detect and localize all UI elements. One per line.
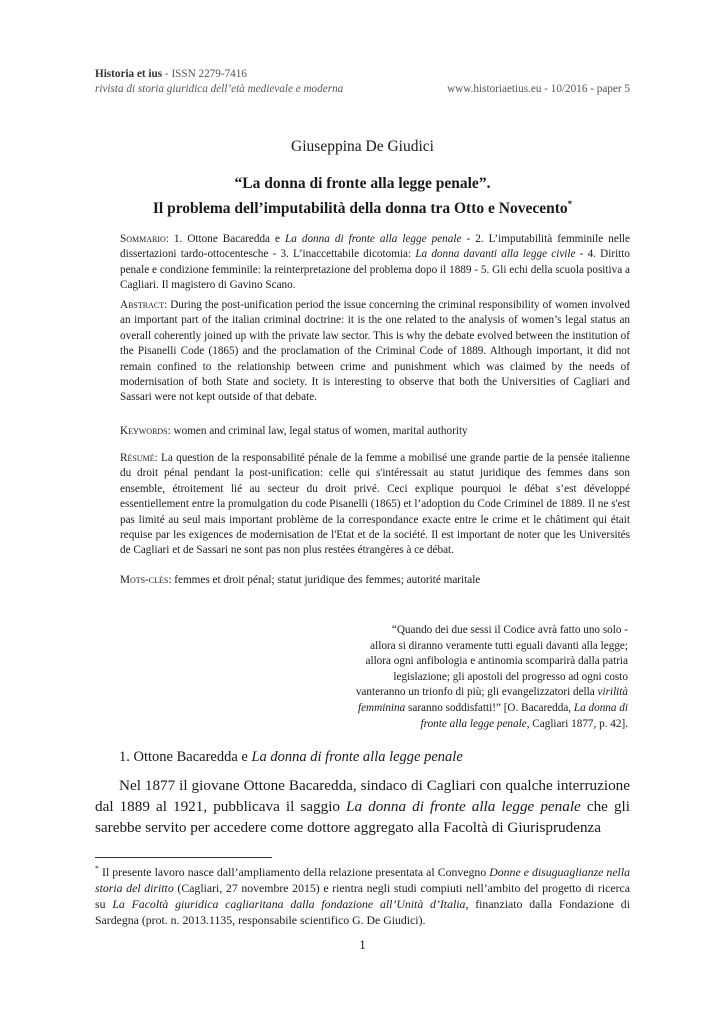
resume-paragraph (120, 451, 630, 559)
epigraph-quote (345, 623, 628, 732)
section-heading (119, 749, 629, 766)
issn: - ISSN 2279-7416 (162, 68, 247, 80)
title-footnote-mark: * (567, 199, 573, 209)
resume-label: Résumé (120, 452, 155, 464)
keywords-paragraph (120, 424, 630, 439)
footnote-text-2: (Cagliari, 27 novembre 2015) e rientra negli studi compiuti nell’ambito del progetto di ricerca su (95, 880, 631, 911)
sommario-italic-2: La donna davanti alla legge civile (415, 248, 576, 261)
keywords-text: : women and criminal law, legal status of women, marital authority (167, 425, 468, 437)
sommario-text-3: - 4. Diritto penale e condizione femminile: la reinterpretazione del problema dopo il 1889 - 5. Gli echi della scuola positiva a Cagliari. Il magistero di Gavino Scano. (120, 248, 630, 292)
abstract-label: Abstract (120, 299, 165, 311)
section-heading-text: 1. Ottone Bacaredda e (119, 749, 252, 765)
keywords-label: Keywords (120, 425, 168, 437)
epigraph-line-7: , Cagliari 1877, p. 42]. (526, 717, 628, 730)
motscles-paragraph (120, 573, 630, 588)
sommario-text-1: : 1. Ottone Bacaredda e (165, 233, 286, 245)
paper-title (95, 174, 630, 219)
sommario-text-2: - 2. L’imputabilità femminile nelle dissertazioni tardo-ottocentesche - 3. L’inaccettabile dicotomia: (120, 233, 630, 261)
footnote-divider (95, 857, 272, 858)
sommario-label: Sommario (120, 233, 166, 245)
title-line-1: “La donna di fronte alla legge penale”. (234, 175, 491, 192)
epigraph-line-4: legislazione; gli apostoli del progresso ad ogni costo (393, 670, 628, 683)
epigraph-italic-4: fronte alla legge penale (420, 717, 527, 730)
journal-name: Historia et ius (95, 68, 163, 80)
body-text-1: Nel 1877 il giovane Ottone Bacaredda, sindaco di Cagliari con qualche interruzione dal 1889 al 1921, pubblicava il saggio (95, 777, 630, 815)
epigraph-italic-2: femminina (357, 701, 406, 714)
sommario-italic-1: La donna di fronte alla legge penale (285, 233, 462, 245)
epigraph-line-2: allora si diranno veramente tutti eguali davanti alla legge; (370, 639, 628, 652)
author-name: Giuseppina De Giudici (291, 138, 434, 155)
footnote-italic-1: Donne e disuguaglianze nella storia del diritto (95, 864, 631, 895)
footnote-mark: * (95, 864, 99, 873)
journal-site: www.historiaetius.eu - 10/2016 - paper 5 (447, 83, 630, 95)
abstract-paragraph (120, 298, 630, 406)
motscles-text: : femmes et droit pénal; statut juridique des femmes; autorité maritale (168, 574, 481, 586)
footnote-italic-2: La Facoltà giuridica cagliaritana dalla fondazione all’Unità d’Italia (112, 896, 466, 911)
body-italic-1: La donna di fronte alla legge penale (346, 798, 581, 815)
running-header (95, 67, 630, 97)
epigraph-line-1: “Quando dei due sessi il Codice avrà fatto uno solo - (391, 624, 628, 636)
body-text-2: che gli sarebbe servito per accedere come dottore aggregato alla Facoltà di Giurisprudenza (95, 798, 630, 836)
resume-text: : La question de la responsabilité pénale de la femme a mobilisé une grande partie de la pensée italienne du droit pénal pendant la post-unification: celle qui s'intéressait au statut juridique des femmes dans son ensemble, étroitement lié au secteur du droit privé. Ceci explique pourquoi le débat s’est développé essentiellement entre la promulgation du code Pisanelli (1865) et l’adoption du Code Criminel de 1889. Il ne s'est pas limité au seul mais important problème de la correspondance exacte entre le crime et le châtiment qui était requise par les exigences de modernisation de l'Etat et de la société. Il est important de noter que les Universités de Cagliari et de Sassari ne sont pas non plus restées étrangères à ce débat. (120, 452, 630, 557)
footnote-text-1: Il presente lavoro nasce dall’ampliamento della relazione presentata al Convegno (99, 864, 490, 879)
epigraph-italic-3: La donna di (573, 701, 628, 714)
journal-subtitle: rivista di storia giuridica dell’età medievale e moderna (95, 83, 344, 95)
footnote (95, 861, 630, 928)
title-line-2: Il problema dell’imputabilità della donna tra Otto e Novecento (152, 200, 568, 218)
motscles-label: Mots-clés (120, 574, 169, 586)
abstract-text: : During the post-unification period the issue concerning the criminal responsibility of women involved an important part of the italian criminal doctrine: it is the one related to the analysis of women’s legal status an overall coherently joined up with the private law sector. This is why the debate evolved between the institution of the Pisanelli Code (1865) and the proclamation of the Criminal Code of 1889. Although important, it did not remain confined to the relationship between crime and punishment which was claimed by the needs of modernisation of both State and society. It is interesting to observe that both the Universities of Cagliari and Sassari were not kept outside of that debate. (120, 299, 630, 404)
page-number: 1 (359, 937, 366, 952)
sommario-paragraph (120, 232, 630, 294)
epigraph-line-6: saranno soddisfatti!” [O. Bacaredda, (405, 701, 574, 714)
epigraph-line-5: vanteranno un trionfo di più; gli evangelizzatori della (355, 686, 598, 699)
epigraph-italic-1: virilità (597, 686, 628, 699)
epigraph-line-3: allora ogni anfibologia e antinomia scomparirà dalla patria (365, 655, 628, 668)
section-heading-italic: La donna di fronte alla legge penale (251, 749, 463, 765)
footnote-text-3: , finanziato dalla Fondazione di Sardegna (prot. n. 2013.1135, responsabile scientifico G. De Giudici). (95, 896, 630, 927)
body-paragraph (95, 775, 630, 838)
